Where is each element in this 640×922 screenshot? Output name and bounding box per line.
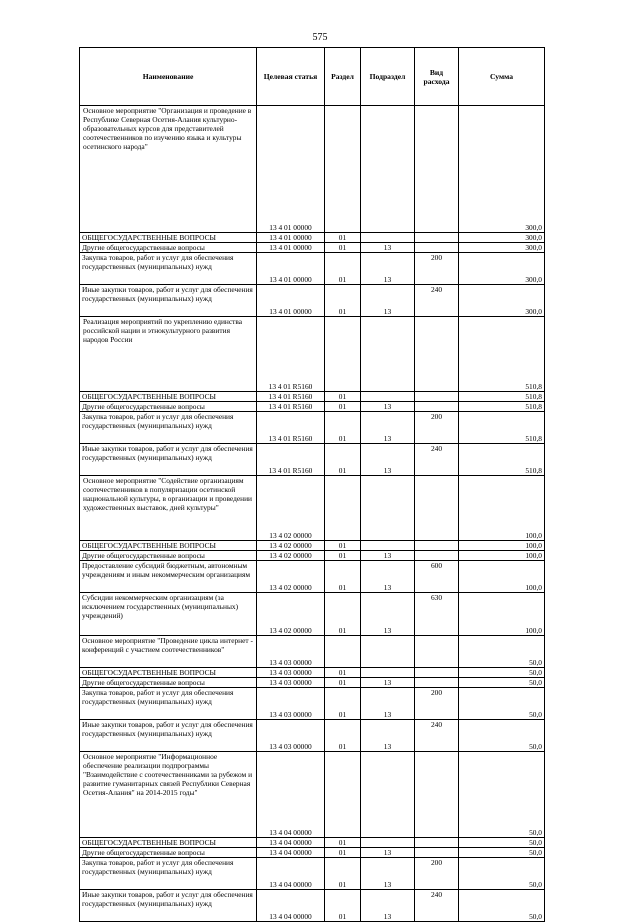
row-target-cell: 13 4 02 00000 xyxy=(257,541,325,551)
row-name-cell: Другие общегосударственные вопросы xyxy=(80,402,257,412)
row-name-cell: Закупка товаров, работ и услуг для обеспечения государственных (муниципальных) нужд xyxy=(80,688,257,720)
row-expense-type-cell: 240 xyxy=(415,890,459,922)
row-name-cell: Иные закупки товаров, работ и услуг для обеспечения государственных (муниципальных) нужд xyxy=(80,890,257,922)
row-name-cell: Основное мероприятие "Информационное обеспечение реализации подпрограммы "Взаимодействие с соотечественниками за рубежом и развитие гуманитарных связей Республики Северная Осетия-Алания" на 2014-2015 годы" xyxy=(80,752,257,838)
table-row xyxy=(80,233,545,243)
row-subsection-cell: 13 xyxy=(361,444,415,476)
row-subsection-cell: 13 xyxy=(361,593,415,636)
row-expense-type-cell xyxy=(415,838,459,848)
row-section-cell xyxy=(325,752,361,838)
row-subsection-cell xyxy=(361,668,415,678)
row-section-cell: 01 xyxy=(325,720,361,752)
row-name-cell: Закупка товаров, работ и услуг для обеспечения государственных (муниципальных) нужд xyxy=(80,412,257,444)
row-subsection-cell xyxy=(361,476,415,541)
header-expense-type: Вид расхода xyxy=(415,48,459,106)
row-target-cell: 13 4 02 00000 xyxy=(257,551,325,561)
row-section-cell: 01 xyxy=(325,285,361,317)
table-row xyxy=(80,285,545,317)
row-amount-cell: 50,0 xyxy=(459,838,545,848)
row-section-cell: 01 xyxy=(325,858,361,890)
row-name-cell: ОБЩЕГОСУДАРСТВЕННЫЕ ВОПРОСЫ xyxy=(80,233,257,243)
row-subsection-cell xyxy=(361,106,415,233)
budget-table xyxy=(79,47,545,922)
table-row xyxy=(80,561,545,593)
table-row xyxy=(80,412,545,444)
row-subsection-cell: 13 xyxy=(361,678,415,688)
row-amount-cell: 300,0 xyxy=(459,253,545,285)
row-amount-cell: 50,0 xyxy=(459,636,545,668)
row-expense-type-cell xyxy=(415,678,459,688)
row-target-cell: 13 4 01 00000 xyxy=(257,285,325,317)
row-section-cell: 01 xyxy=(325,551,361,561)
row-section-cell: 01 xyxy=(325,233,361,243)
row-name-cell: ОБЩЕГОСУДАРСТВЕННЫЕ ВОПРОСЫ xyxy=(80,838,257,848)
row-amount-cell: 50,0 xyxy=(459,848,545,858)
table-row xyxy=(80,668,545,678)
header-amount: Сумма xyxy=(459,48,545,106)
row-section-cell: 01 xyxy=(325,253,361,285)
row-expense-type-cell: 600 xyxy=(415,561,459,593)
table-row xyxy=(80,317,545,392)
row-subsection-cell xyxy=(361,317,415,392)
table-row xyxy=(80,752,545,838)
row-subsection-cell: 13 xyxy=(361,720,415,752)
row-subsection-cell: 13 xyxy=(361,551,415,561)
page-number: 575 xyxy=(312,32,328,43)
row-name-cell: Иные закупки товаров, работ и услуг для обеспечения государственных (муниципальных) нужд xyxy=(80,720,257,752)
row-amount-cell: 510,8 xyxy=(459,317,545,392)
table-row xyxy=(80,551,545,561)
row-section-cell: 01 xyxy=(325,243,361,253)
row-target-cell: 13 4 03 00000 xyxy=(257,688,325,720)
row-section-cell xyxy=(325,317,361,392)
header-subsection: Подраздел xyxy=(361,48,415,106)
row-amount-cell: 300,0 xyxy=(459,285,545,317)
row-subsection-cell xyxy=(361,233,415,243)
row-target-cell: 13 4 01 00000 xyxy=(257,233,325,243)
table-row xyxy=(80,688,545,720)
row-expense-type-cell xyxy=(415,476,459,541)
table-row xyxy=(80,392,545,402)
row-target-cell: 13 4 01 R5160 xyxy=(257,412,325,444)
row-name-cell: Другие общегосударственные вопросы xyxy=(80,848,257,858)
row-section-cell: 01 xyxy=(325,678,361,688)
row-amount-cell: 50,0 xyxy=(459,688,545,720)
row-expense-type-cell xyxy=(415,106,459,233)
row-amount-cell: 100,0 xyxy=(459,551,545,561)
table-row xyxy=(80,243,545,253)
row-subsection-cell: 13 xyxy=(361,688,415,720)
row-target-cell: 13 4 01 R5160 xyxy=(257,402,325,412)
row-expense-type-cell xyxy=(415,392,459,402)
header-section: Раздел xyxy=(325,48,361,106)
row-target-cell: 13 4 01 00000 xyxy=(257,243,325,253)
row-subsection-cell: 13 xyxy=(361,858,415,890)
row-target-cell: 13 4 01 R5160 xyxy=(257,317,325,392)
row-name-cell: Другие общегосударственные вопросы xyxy=(80,551,257,561)
row-name-cell: Другие общегосударственные вопросы xyxy=(80,243,257,253)
row-section-cell xyxy=(325,106,361,233)
row-expense-type-cell: 200 xyxy=(415,858,459,890)
row-target-cell: 13 4 02 00000 xyxy=(257,561,325,593)
row-name-cell: Закупка товаров, работ и услуг для обеспечения государственных (муниципальных) нужд xyxy=(80,253,257,285)
row-section-cell: 01 xyxy=(325,561,361,593)
table-row xyxy=(80,890,545,922)
row-amount-cell: 510,8 xyxy=(459,412,545,444)
row-target-cell: 13 4 03 00000 xyxy=(257,636,325,668)
row-expense-type-cell xyxy=(415,752,459,838)
table-row xyxy=(80,444,545,476)
table-row xyxy=(80,858,545,890)
row-name-cell: ОБЩЕГОСУДАРСТВЕННЫЕ ВОПРОСЫ xyxy=(80,392,257,402)
row-section-cell: 01 xyxy=(325,668,361,678)
table-row xyxy=(80,678,545,688)
row-amount-cell: 50,0 xyxy=(459,890,545,922)
row-section-cell: 01 xyxy=(325,444,361,476)
row-section-cell: 01 xyxy=(325,541,361,551)
row-name-cell: Закупка товаров, работ и услуг для обеспечения государственных (муниципальных) нужд xyxy=(80,858,257,890)
row-expense-type-cell xyxy=(415,636,459,668)
table-row xyxy=(80,720,545,752)
row-amount-cell: 50,0 xyxy=(459,678,545,688)
row-subsection-cell xyxy=(361,392,415,402)
table-body xyxy=(80,106,545,922)
row-name-cell: Основное мероприятие "Организация и проведение в Республике Северная Осетия-Алания культурно-образовательных курсов для представителей соотечественников по изучению языка и культуры осетинского народа" xyxy=(80,106,257,233)
row-subsection-cell: 13 xyxy=(361,890,415,922)
row-name-cell: Иные закупки товаров, работ и услуг для обеспечения государственных (муниципальных) нужд xyxy=(80,285,257,317)
row-section-cell: 01 xyxy=(325,593,361,636)
row-amount-cell: 300,0 xyxy=(459,106,545,233)
row-subsection-cell: 13 xyxy=(361,412,415,444)
row-target-cell: 13 4 01 00000 xyxy=(257,106,325,233)
row-name-cell: Реализация мероприятий по укреплению единства российской нации и этнокультурного развития народов России xyxy=(80,317,257,392)
row-target-cell: 13 4 02 00000 xyxy=(257,476,325,541)
row-target-cell: 13 4 03 00000 xyxy=(257,668,325,678)
row-name-cell: Основное мероприятие "Содействие организациям соотечественников в популяризации осетинской национальной культуры, в организации и проведении художественных выставок, дней культуры" xyxy=(80,476,257,541)
row-amount-cell: 50,0 xyxy=(459,720,545,752)
table-header-row xyxy=(80,48,545,106)
row-section-cell xyxy=(325,636,361,668)
row-name-cell: Основное мероприятие "Проведение цикла интернет - конференций с участием соотечественников" xyxy=(80,636,257,668)
row-section-cell: 01 xyxy=(325,688,361,720)
row-amount-cell: 100,0 xyxy=(459,541,545,551)
row-target-cell: 13 4 04 00000 xyxy=(257,838,325,848)
table-row xyxy=(80,106,545,233)
row-target-cell: 13 4 03 00000 xyxy=(257,720,325,752)
row-target-cell: 13 4 01 R5160 xyxy=(257,444,325,476)
row-section-cell: 01 xyxy=(325,392,361,402)
table-row xyxy=(80,476,545,541)
row-expense-type-cell xyxy=(415,402,459,412)
table-row xyxy=(80,838,545,848)
row-expense-type-cell: 200 xyxy=(415,412,459,444)
row-expense-type-cell: 240 xyxy=(415,285,459,317)
row-amount-cell: 510,8 xyxy=(459,402,545,412)
row-amount-cell: 100,0 xyxy=(459,561,545,593)
row-target-cell: 13 4 03 00000 xyxy=(257,678,325,688)
row-name-cell: ОБЩЕГОСУДАРСТВЕННЫЕ ВОПРОСЫ xyxy=(80,668,257,678)
table-row xyxy=(80,848,545,858)
row-subsection-cell xyxy=(361,541,415,551)
table-row xyxy=(80,253,545,285)
row-name-cell: Предоставление субсидий бюджетным, автономным учреждениям и иным некоммерческим организациям xyxy=(80,561,257,593)
row-target-cell: 13 4 04 00000 xyxy=(257,752,325,838)
table-row xyxy=(80,593,545,636)
row-expense-type-cell xyxy=(415,317,459,392)
row-section-cell: 01 xyxy=(325,402,361,412)
row-target-cell: 13 4 04 00000 xyxy=(257,848,325,858)
row-expense-type-cell: 240 xyxy=(415,720,459,752)
table-row xyxy=(80,541,545,551)
row-target-cell: 13 4 02 00000 xyxy=(257,593,325,636)
row-name-cell: Иные закупки товаров, работ и услуг для обеспечения государственных (муниципальных) нужд xyxy=(80,444,257,476)
row-target-cell: 13 4 04 00000 xyxy=(257,890,325,922)
row-section-cell xyxy=(325,476,361,541)
row-subsection-cell xyxy=(361,838,415,848)
row-expense-type-cell: 200 xyxy=(415,688,459,720)
row-amount-cell: 300,0 xyxy=(459,243,545,253)
row-subsection-cell: 13 xyxy=(361,848,415,858)
table-row xyxy=(80,402,545,412)
row-expense-type-cell xyxy=(415,541,459,551)
row-expense-type-cell xyxy=(415,668,459,678)
row-name-cell: Субсидии некоммерческим организациям (за исключением государственных (муниципальных) учреждений) xyxy=(80,593,257,636)
row-expense-type-cell: 200 xyxy=(415,253,459,285)
row-section-cell: 01 xyxy=(325,848,361,858)
header-target: Целевая статья xyxy=(257,48,325,106)
row-section-cell: 01 xyxy=(325,838,361,848)
row-subsection-cell xyxy=(361,752,415,838)
row-target-cell: 13 4 01 R5160 xyxy=(257,392,325,402)
row-target-cell: 13 4 01 00000 xyxy=(257,253,325,285)
row-expense-type-cell xyxy=(415,551,459,561)
row-section-cell: 01 xyxy=(325,412,361,444)
row-amount-cell: 100,0 xyxy=(459,476,545,541)
row-expense-type-cell xyxy=(415,243,459,253)
header-name: Наименование xyxy=(80,48,257,106)
row-subsection-cell: 13 xyxy=(361,402,415,412)
row-amount-cell: 50,0 xyxy=(459,752,545,838)
row-subsection-cell: 13 xyxy=(361,253,415,285)
row-target-cell: 13 4 04 00000 xyxy=(257,858,325,890)
row-amount-cell: 50,0 xyxy=(459,858,545,890)
row-subsection-cell: 13 xyxy=(361,243,415,253)
row-amount-cell: 510,8 xyxy=(459,392,545,402)
row-amount-cell: 510,8 xyxy=(459,444,545,476)
row-subsection-cell: 13 xyxy=(361,561,415,593)
table-row xyxy=(80,636,545,668)
row-amount-cell: 50,0 xyxy=(459,668,545,678)
row-expense-type-cell xyxy=(415,848,459,858)
row-expense-type-cell: 240 xyxy=(415,444,459,476)
row-amount-cell: 100,0 xyxy=(459,593,545,636)
row-name-cell: Другие общегосударственные вопросы xyxy=(80,678,257,688)
row-subsection-cell xyxy=(361,636,415,668)
row-expense-type-cell: 630 xyxy=(415,593,459,636)
row-amount-cell: 300,0 xyxy=(459,233,545,243)
row-section-cell: 01 xyxy=(325,890,361,922)
row-name-cell: ОБЩЕГОСУДАРСТВЕННЫЕ ВОПРОСЫ xyxy=(80,541,257,551)
row-subsection-cell: 13 xyxy=(361,285,415,317)
row-expense-type-cell xyxy=(415,233,459,243)
